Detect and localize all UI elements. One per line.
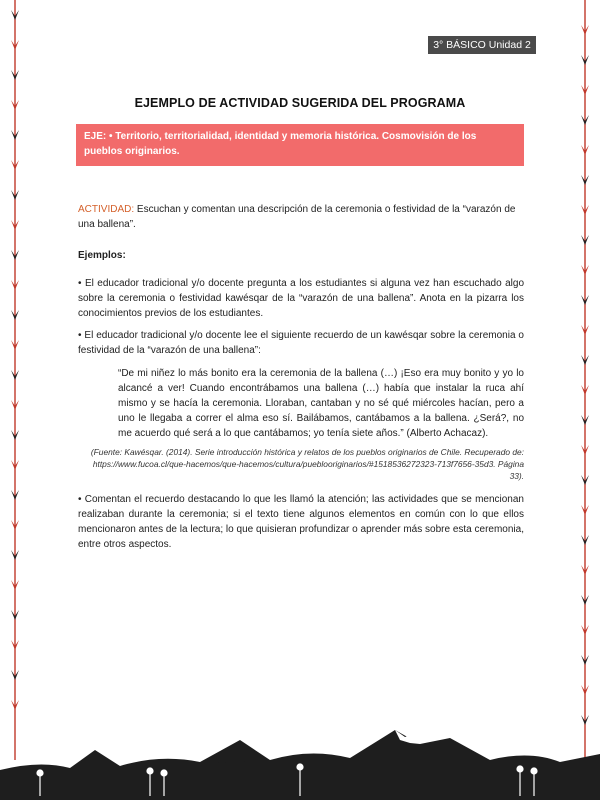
activity-label: ACTIVIDAD:: [78, 204, 135, 215]
block-quote: “De mi niñez lo más bonito era la ceremonia de la ballena (…) ¡Eso era muy bonito y yo lo alcancé a ver! Cuando encontrábamos una ballena (…) había que instalar la ruca ahí mismo y se hacía la ceremonia. Lloraban, cantaban y no sé qué miércoles hacían, pero a uno le llegaba a correr el alma eso sí. Bailábamos, cantábamos a la ballena. ¿Será?, no me acuerdo qué será a lo que cantábamos; yo tenía siete años.” (Alberto Achacaz).: [118, 368, 524, 439]
examples-heading: Ejemplos:: [78, 250, 126, 261]
right-decorative-border: [578, 0, 592, 760]
paragraph-prior-knowledge: • El educador tradicional y/o docente pregunta a los estudiantes si alguna vez han escuchado algo sobre la ceremonia o festividad kawésqar de la “varazón de una ballena”. Anota en la pizarra los conocimientos previos de los estudiantes.: [78, 278, 524, 319]
eje-box: EJE: • Territorio, territorialidad, identidad y memoria histórica. Cosmovisión de los pueblos originarios.: [76, 124, 524, 166]
left-decorative-border: [8, 0, 22, 760]
footer-landscape-illustration: [0, 710, 600, 800]
unit-badge: 3° BÁSICO Unidad 2: [428, 36, 536, 54]
activity-text: Escuchan y comentan una descripción de la ceremonia o festividad de la “varazón de una ballena”.: [78, 204, 516, 230]
activity-paragraph: [78, 202, 524, 232]
paragraph-reading: • El educador tradicional y/o docente lee el siguiente recuerdo de un kawésqar sobre la ceremonia o festividad de la “varazón de una ballena”:: [78, 330, 524, 356]
page-title: EJEMPLO DE ACTIVIDAD SUGERIDA DEL PROGRAMA: [134, 96, 466, 110]
paragraph-discussion: • Comentan el recuerdo destacando lo que les llamó la atención; las actividades que se mencionan realizaban durante la ceremonia; si el texto tiene algunos elementos en común con lo que ellos mencionaron antes de la lectura; lo que quisieran profundizar o aprender más sobre esta ceremonia, entre otros aspectos.: [78, 494, 524, 550]
source-citation: (Fuente: Kawésqar. (2014). Serie introducción histórica y relatos de los pueblos originarios de Chile. Recuperado de: https://www.fucoa.cl/que-hacemos/que-hacemos/cultura/pueblooriginarios/#1518536272323-713f7656-35d3. Página 33).: [90, 447, 524, 481]
